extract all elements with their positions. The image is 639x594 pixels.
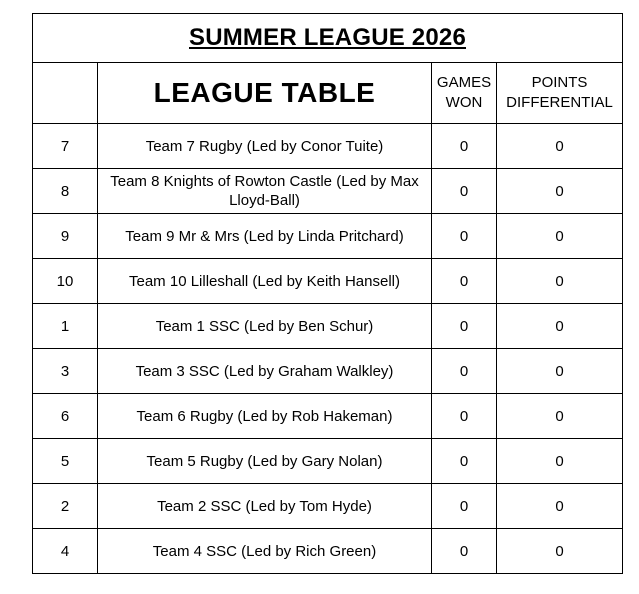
games-won-header-line2: WON <box>445 94 483 111</box>
position-cell: 1 <box>33 304 98 349</box>
position-cell: 3 <box>33 349 98 394</box>
table-row <box>33 394 623 439</box>
points-differential-cell: 0 <box>497 259 623 304</box>
table-row <box>33 484 623 529</box>
games-won-cell: 0 <box>432 484 497 529</box>
points-differential-cell: 0 <box>497 349 623 394</box>
league-table-heading-cell <box>98 63 432 124</box>
position-header <box>33 63 98 124</box>
page-title: SUMMER LEAGUE 2026 <box>189 24 466 51</box>
games-won-cell: 0 <box>432 304 497 349</box>
table-row <box>33 259 623 304</box>
position-cell: 5 <box>33 439 98 484</box>
games-won-cell: 0 <box>432 394 497 439</box>
points-differential-header-line1: POINTS <box>531 74 588 91</box>
position-cell: 4 <box>33 529 98 574</box>
games-won-cell: 0 <box>432 349 497 394</box>
team-cell: Team 5 Rugby (Led by Gary Nolan) <box>98 439 432 484</box>
team-cell: Team 1 SSC (Led by Ben Schur) <box>98 304 432 349</box>
table-row <box>33 169 623 214</box>
games-won-header <box>432 63 497 124</box>
games-won-cell: 0 <box>432 169 497 214</box>
points-differential-header <box>497 63 623 124</box>
team-cell: Team 2 SSC (Led by Tom Hyde) <box>98 484 432 529</box>
games-won-header-line1: GAMES <box>436 74 492 91</box>
table-row <box>33 214 623 259</box>
points-differential-cell: 0 <box>497 529 623 574</box>
team-cell: Team 7 Rugby (Led by Conor Tuite) <box>98 124 432 169</box>
games-won-cell: 0 <box>432 259 497 304</box>
team-cell: Team 6 Rugby (Led by Rob Hakeman) <box>98 394 432 439</box>
team-cell: Team 4 SSC (Led by Rich Green) <box>98 529 432 574</box>
team-cell: Team 3 SSC (Led by Graham Walkley) <box>98 349 432 394</box>
games-won-cell: 0 <box>432 529 497 574</box>
games-won-cell: 0 <box>432 439 497 484</box>
points-differential-cell: 0 <box>497 169 623 214</box>
points-differential-header-line2: DIFFERENTIAL <box>506 94 613 111</box>
points-differential-cell: 0 <box>497 394 623 439</box>
team-cell: Team 10 Lilleshall (Led by Keith Hansell) <box>98 259 432 304</box>
league-table-heading: LEAGUE TABLE <box>153 77 376 108</box>
points-differential-cell: 0 <box>497 214 623 259</box>
games-won-cell: 0 <box>432 214 497 259</box>
position-cell: 6 <box>33 394 98 439</box>
position-cell: 9 <box>33 214 98 259</box>
table-row <box>33 124 623 169</box>
points-differential-cell: 0 <box>497 439 623 484</box>
points-differential-cell: 0 <box>497 484 623 529</box>
title-row <box>33 14 623 63</box>
position-cell: 2 <box>33 484 98 529</box>
position-cell: 8 <box>33 169 98 214</box>
team-cell: Team 8 Knights of Rowton Castle (Led by Max Lloyd-Ball) <box>98 169 432 214</box>
points-differential-cell: 0 <box>497 304 623 349</box>
table-row <box>33 439 623 484</box>
table-row <box>33 529 623 574</box>
points-differential-cell: 0 <box>497 124 623 169</box>
position-cell: 10 <box>33 259 98 304</box>
header-row <box>33 63 623 124</box>
league-table <box>32 13 623 574</box>
table-row <box>33 349 623 394</box>
team-cell: Team 9 Mr & Mrs (Led by Linda Pritchard) <box>98 214 432 259</box>
position-cell: 7 <box>33 124 98 169</box>
games-won-cell: 0 <box>432 124 497 169</box>
table-row <box>33 304 623 349</box>
title-cell <box>33 14 623 63</box>
